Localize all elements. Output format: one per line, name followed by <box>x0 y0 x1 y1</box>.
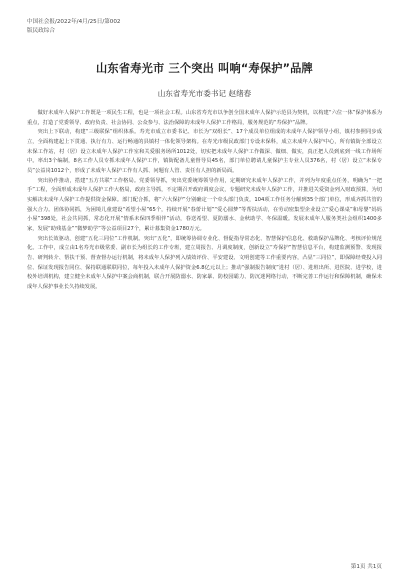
article-title: 山东省寿光市 三个突出 叫响“寿保护”品牌 <box>96 62 313 75</box>
section-line: 版民政综合 <box>27 28 55 34</box>
article-author: 山东省寿光市委书记 赵绪春 <box>157 89 252 98</box>
paragraph: 做好未成年人保护工作既是一项民生工程，也是一项社会工程。山东省寿光市以争创全国未成年人保护示范县为契机，以构建“六位一体”保护体系为重点，打造了党委领导、政府负责、社会协同、公众参与、法治保障的未成年人保护工作格局，服务规范的“寿保护”品牌。 <box>27 110 382 126</box>
page-number: 第1页 共1页 <box>350 564 382 570</box>
paragraph: 突出协作推动，搭建“五方共联”工作格局。党委领导抓，突出党委统筹领导作用，定期研究未成年人保护工作，并列为年度重点任务，明确为“一把手”工程，全面形成未成年人保护工作大格局，政府主导抓，不定期召开政府调度会议，专题研究未成年人保护工作，并推进关爱资金列入财政预算，为切实解决未成年人保护工作提供资金保障。部门配合抓，将“六大保护”分别确定一个牵头部门负责，104项工作任务分解到35个部门单位，形成齐抓共管的强大合力。团体协同抓，为困境儿童建设“希望小屋”65个，持续开展“春蕾计划”“爱心圆梦”等帮扶活动，在劳动密集型企业设立“爱心课桌”和母婴“妈妈小屋”398处，社会共同抓，常态化开展“情系未保四季相伴”活动，春送希望、夏防溺水、金秋助学、冬保温暖。发展未成年人服务类社会组织1400多家，发展“助残基金”“微梦助学”等公益项目27个，累计募集资金1780万元。 <box>27 177 382 232</box>
source-line: 中国社会报/2022年/4月/25日/第002 <box>27 19 121 25</box>
paragraph: 突出上下联动，构建“三级联保”组织体系。寿光市成立市委书记、市长为“双组长”、17个成员单位组成的未成年人保护领导小组，镇村参照同步成立，全面构建起上下贯通、执行有力、运行畅通的县镇村一体化领导架构。在寿光市级民政部门专设未保科，成立未成年人保护中心，所有镇街全部设立未保工作站，村（居）设立未成年人保护工作室和关爱服务场所1012处，切实把未成年人保护工作做深、做细、做实，真正把人员到底到一线工作场所中。率出3个编制，8名工作人员专抓未成年人保护工作，镇街配备儿童督导员45名，部门单位聘请儿童保护主专业人员376名，村（居）设立“未保专员”公益岗1012个，形成了未成年人保护工作有人抓、问题有人管、责任有人担的新局面。 <box>27 129 382 174</box>
paragraph: 突出长效驱动，创建“五化三同位”工作机制。突出“五化”，即统筹协调专业化、督促指导常态化、智慧保护信息化、救助保护品牌化、考核评价规范化。工作中，成立由1名寿光市级常委、副市长为组长的工作专班，建立周报告、月调度制度，创新设立“寿保护”智慧信息平台，构建监测预警、发现报告、研判转介、帮扶干预、督查督办运行机制，将未成年人保护列入绩效评价、平安建设、文明创建等工作重要内容，凸显“三同位”，即保障经费投入同位、保证发现报告同位、保持联通联联同位，每年投入未成年人保护资金6.8亿元以上；推动“强制报告制度”进村（居）、进班出所、进医院、进学校，进校外培训机构，建立健全未成年人保护中案会商机制，联合开展防溺水、防家暴、防校园霸力、防沉迷网络行动，不断完善工作运行和保障机制，确保未成年人保护事业长久持续发展。 <box>27 235 382 290</box>
article-body <box>27 109 382 292</box>
